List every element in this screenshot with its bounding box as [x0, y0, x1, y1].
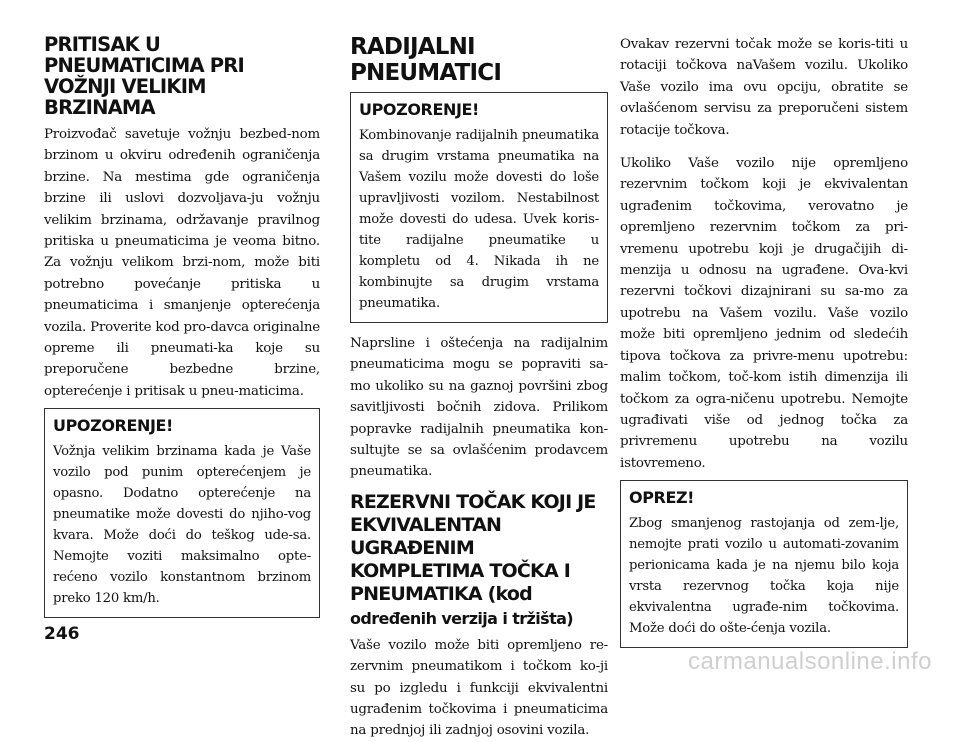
warning-title: UPOZORENJE!	[359, 100, 479, 119]
caution-box	[620, 480, 908, 648]
caution-text: Zbog smanjenog rastojanja od zem-lje, nemojte prati vozilo u automati-zovanim perionicama kada je na njemu bilo koja vrsta rezervnog točka koja nije ekvivalentna ugrađe-nim točkovima. Može doći do ošte-ćenja vozila.	[629, 516, 899, 637]
warning-box-high-speed	[44, 408, 320, 618]
section-heading-high-speed-pressure: PRITISAK U PNEUMATICIMA PRI VOŽNJI VELIKIM BRZINAMA	[44, 33, 244, 119]
column-left	[44, 34, 320, 628]
column-right	[620, 34, 908, 658]
section-heading-spare-wheel: REZERVNI TOČAK KOJI JE EKVIVALENTAN UGRAĐENIM KOMPLETIMA TOČKA I PNEUMATIKA (kod	[350, 490, 596, 605]
paragraph-temporary-spare: Ukoliko Vaše vozilo nije opremljeno rezervnim točkom koji je ekvivalentan ugrađenim točkovima, verovatno je opremljeno rezervnim točkom za pri-vremenu upotrebu koji je drugačijih di-menzija u odnosu na ugrađene. Ova-kvi rezervni točkovi dizajnirani su sa-mo za upotrebu na Vašem vozilu. Vaše vozilo može biti opremljeno jednim od sledećih tipova točkova za privre-menu upotrebu: malim točkom, toč-kom istih dimenzija ili točkom za ogra-ničenu upotrebu. Nemojte ugrađivati više od jednog točka za privremenu upotrebu na vozilu istovremeno.	[620, 156, 908, 471]
section-heading-radial-tires: RADIJALNI PNEUMATICI	[350, 34, 502, 86]
warning-text: Vožnja velikim brzinama kada je Vaše vozilo pod punim opterećenjem je opasno. Dodatno opterećenje na pneumatike može dovesti do njiho-vog kvara. Može doći do teškog ude-sa. Nemojte voziti maksimalno opte-rećeno vozilo konstantnom brzinom preko 120 km/h.	[53, 444, 311, 607]
section-subheading-spare-wheel: određenih verzija i tržišta)	[350, 608, 574, 628]
warning-text: Kombinovanje radijalnih pneumatika sa drugim vrstama pneumatika na Vašem vozilu može dovesti do loše upravljivosti vozilom. Nestabilnost može dovesti do udesa. Uvek koris-tite radijalne pneumatike u kompletu od 4. Nikada ih ne kombinujte sa drugim vrstama pneumatika.	[359, 128, 599, 311]
page-number: 246	[44, 624, 80, 644]
caution-title: OPREZ!	[629, 488, 695, 508]
warning-box-radial	[350, 92, 608, 323]
watermark: carmanualsonline.info	[688, 648, 932, 675]
paragraph-radial-repair: Naprsline i oštećenja na radijalnim pneumaticima mogu se popraviti sa-mo ukoliko su na gaznoj površini zbog savitljivosti bočnih zidova. Prilikom popravke radijalnih pneumatika kon-sultujte se sa ovlašćenim prodavcem pneumatika.	[350, 336, 608, 480]
warning-title: UPOZORENJE!	[53, 416, 173, 436]
paragraph-high-speed-pressure: Proizvođač savetuje vožnju bezbed-nom brzinom u okviru određenih ograničenja brzine. Na mestima gde ograničenja brzine ili uslovi dozvoljava-ju vožnju velikim brzinama, održavanje pravilnog pritiska u pneumaticima je veoma bitno. Za vožnju velikom brzi-nom, može biti potrebno povećanje pritiska u pneumaticima i smanjenje opterećenja vozila. Proverite kod pro-davca originalne opreme ili pneumati-ka koje su preporučene bezbedne brzine, opterećenje i pritisak u pneu-maticima.	[44, 127, 321, 399]
column-middle	[350, 34, 608, 742]
paragraph-spare-wheel: Vaše vozilo može biti opremljeno re-zervnim pneumatikom i točkom ko-ji su po izgledu i funkciji ekvivalentni ugrađenim točkovima i pneumaticima na prednjoj ili zadnjoj osovini vozila.	[350, 637, 608, 739]
paragraph-rotation: Ovakav rezervni točak može se koris-titi u rotaciji točkova naVašem vozilu. Ukoliko Vaše vozilo ima ovu opciju, obratite se ovlašćenom servisu za preporučeni sistem rotacije točkova.	[620, 37, 908, 138]
